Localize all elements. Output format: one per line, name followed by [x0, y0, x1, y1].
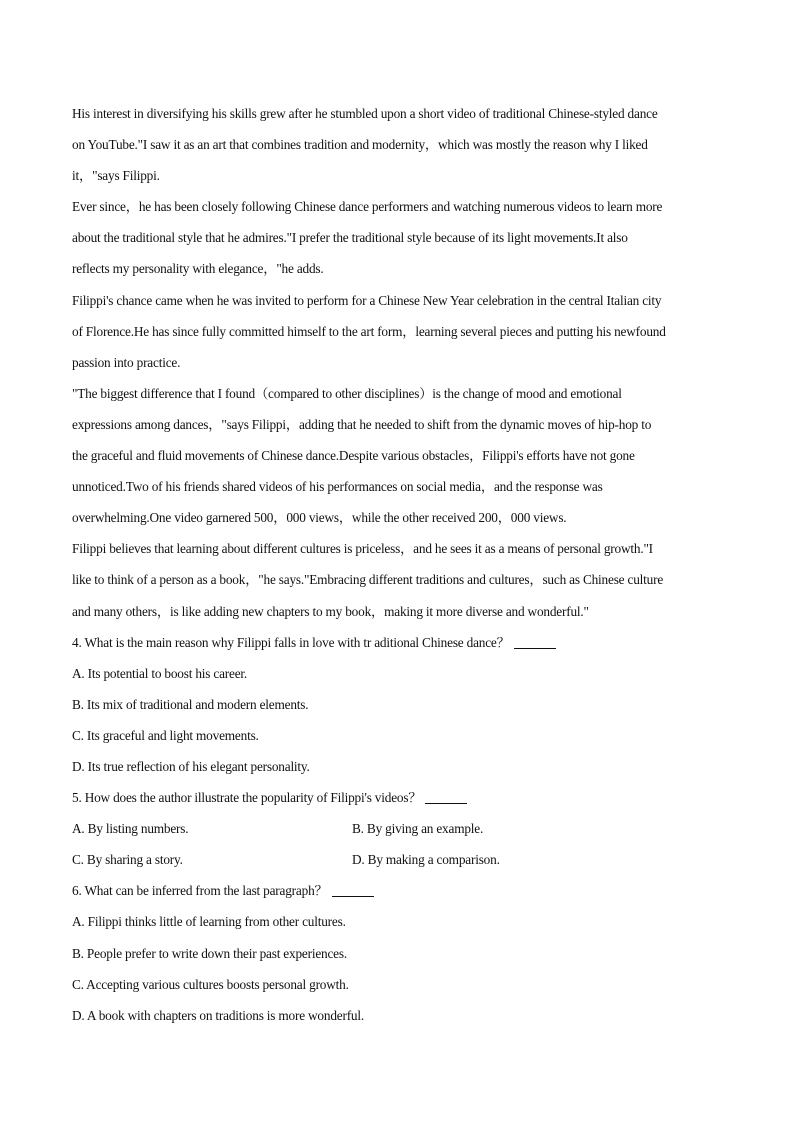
answer-option-a[interactable]: A. Its potential to boost his career. [72, 665, 248, 681]
answer-option-c[interactable]: C. By sharing a story. [72, 852, 183, 868]
passage-line: the graceful and fluid movements of Chinese dance.Despite various obstacles，Filippi's efforts have not gone [72, 448, 635, 464]
answer-option-a[interactable]: A. By listing numbers. [72, 821, 189, 837]
passage-line: passion into practice. [72, 354, 181, 370]
answer-blank[interactable] [514, 634, 556, 649]
option-row [72, 844, 724, 875]
answer-option-d[interactable]: D. A book with chapters on traditions is more wonderful. [72, 1007, 364, 1023]
question-stem [72, 875, 724, 906]
question-4 [72, 627, 724, 782]
question-stem-text: 5. How does the author illustrate the popularity of Filippi's videos？ [72, 790, 422, 806]
passage-line: it，"says Filippi. [72, 168, 160, 184]
answer-option-b[interactable]: B. Its mix of traditional and modern elements. [72, 696, 309, 712]
document-page [72, 98, 724, 1031]
passage-line: about the traditional style that he admires."I prefer the traditional style because of its light movements.It also [72, 230, 628, 246]
answer-blank[interactable] [425, 789, 467, 804]
passage-line: His interest in diversifying his skills grew after he stumbled upon a short video of traditional Chinese-styled dance [72, 106, 658, 121]
passage-line: expressions among dances，"says Filippi，adding that he needed to shift from the dynamic moves of hip-hop to [72, 416, 652, 432]
passage-line: Ever since，he has been closely following Chinese dance performers and watching numerous videos to learn more [72, 199, 663, 215]
question-6 [72, 875, 724, 1030]
passage-line: reflects my personality with elegance，"he adds. [72, 261, 324, 277]
passage-line: "The biggest difference that I found（compared to other disciplines）is the change of mood and emotional [72, 385, 622, 401]
passage-line: like to think of a person as a book，"he says."Embracing different traditions and cultures，such as Chinese culture [72, 572, 664, 588]
option-row [72, 813, 724, 844]
answer-option-b[interactable]: B. By giving an example. [352, 821, 484, 837]
passage-line: Filippi's chance came when he was invited to perform for a Chinese New Year celebration in the central Italian city [72, 292, 662, 308]
question-stem-text: 4. What is the main reason why Filippi falls in love with tr aditional Chinese dance？ [72, 634, 510, 650]
answer-option-a[interactable]: A. Filippi thinks little of learning from other cultures. [72, 914, 346, 930]
question-5 [72, 782, 724, 875]
question-stem-text: 6. What can be inferred from the last paragraph？ [72, 883, 328, 899]
answer-option-d[interactable]: D. By making a comparison. [352, 852, 500, 868]
passage-line: of Florence.He has since fully committed himself to the art form，learning several pieces and putting his newfound [72, 323, 666, 339]
passage-line: Filippi believes that learning about different cultures is priceless，and he sees it as a means of personal growth."I [72, 541, 653, 557]
question-stem [72, 782, 724, 813]
answer-option-c[interactable]: C. Its graceful and light movements. [72, 727, 259, 743]
passage-line: and many others，is like adding new chapters to my book，making it more diverse and wonderful." [72, 603, 589, 619]
question-stem [72, 627, 724, 658]
answer-blank[interactable] [332, 882, 374, 897]
passage-line: unnoticed.Two of his friends shared videos of his performances on social media，and the response was [72, 479, 603, 495]
passage-line: overwhelming.One video garnered 500，000 views，while the other received 200，000 views. [72, 510, 567, 526]
answer-option-c[interactable]: C. Accepting various cultures boosts personal growth. [72, 976, 349, 992]
reading-passage [72, 98, 724, 627]
answer-option-b[interactable]: B. People prefer to write down their past experiences. [72, 945, 347, 961]
passage-line: on YouTube."I saw it as an art that combines tradition and modernity，which was mostly the reason why I liked [72, 137, 648, 153]
answer-option-d[interactable]: D. Its true reflection of his elegant personality. [72, 758, 310, 774]
